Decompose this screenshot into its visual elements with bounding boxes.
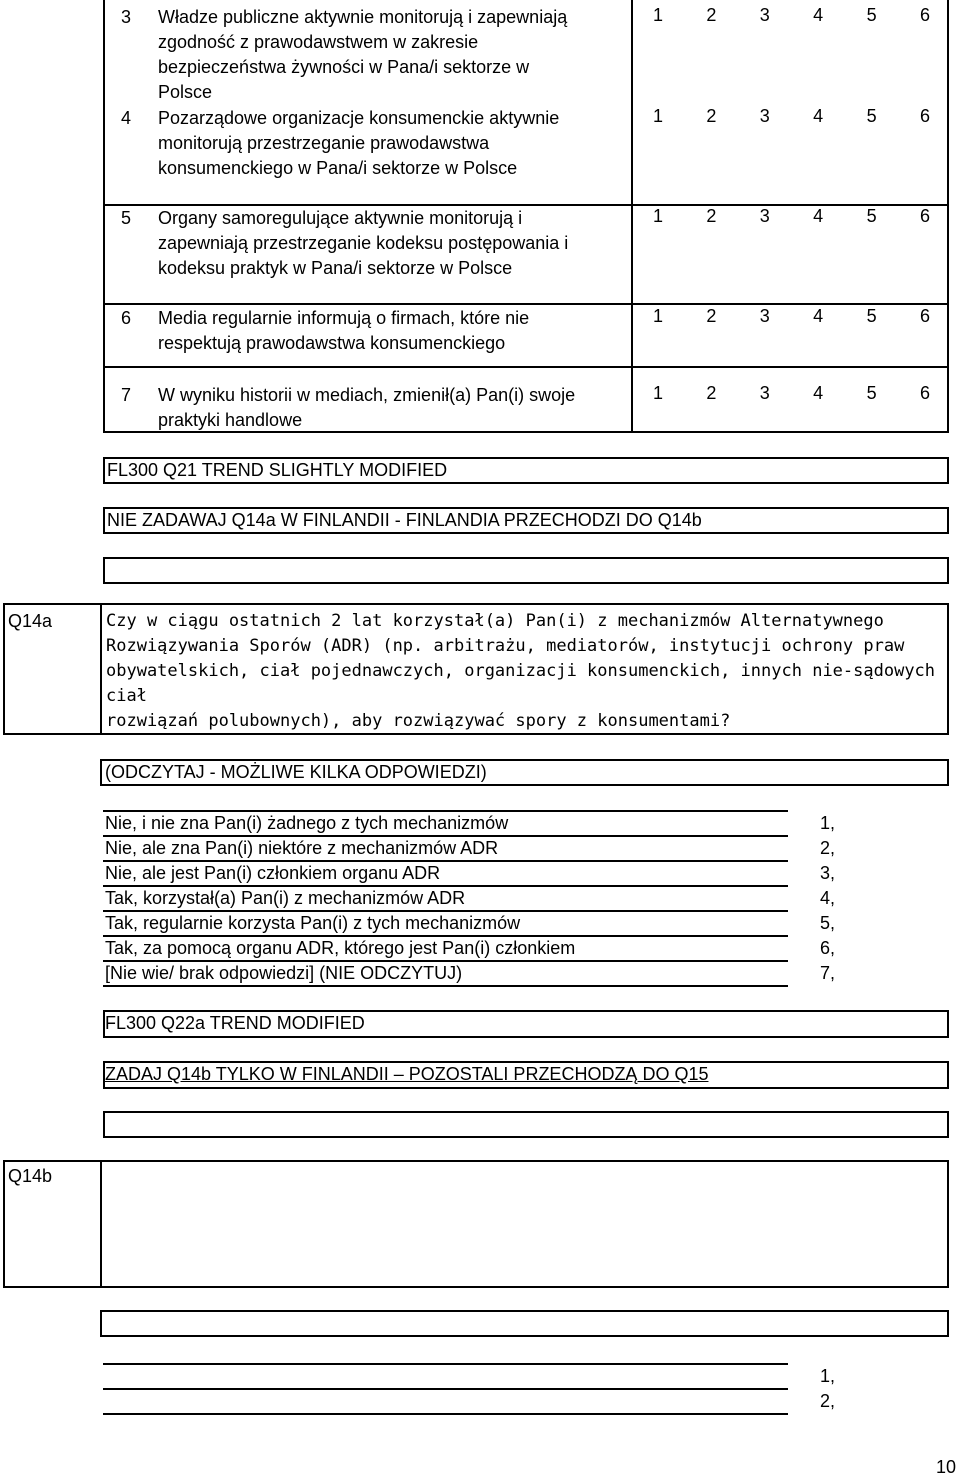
scale-option[interactable]: 3	[759, 206, 770, 226]
scale-option[interactable]: 2	[706, 106, 717, 126]
scale-option[interactable]: 5	[866, 106, 877, 126]
answer-code: 2,	[820, 1391, 836, 1411]
scale-option[interactable]: 3	[759, 306, 770, 326]
answer-code: 1,	[820, 813, 836, 833]
answer-code: 5,	[820, 913, 836, 933]
scale-option[interactable]: 1	[653, 106, 664, 126]
answer-option[interactable]: [Nie wie/ brak odpowiedzi] (NIE ODCZYTUJ)	[105, 963, 463, 983]
statement-number: 7	[121, 385, 132, 405]
statement-text: Pozarządowe organizacje konsumenckie aktywnie monitorują przestrzeganie prawodawstwa konsumenckiego w Pana/i sektorze w Polsce	[158, 108, 560, 178]
statement-text: W wyniku historii w mediach, zmienił(a) Pan(i) swoje praktyki handlowe	[158, 385, 576, 430]
grid-line	[103, 985, 788, 987]
grid-line	[103, 1010, 949, 1012]
read-instruction: (ODCZYTAJ - MOŻLIWE KILKA ODPOWIEDZI)	[100, 759, 949, 786]
question-id: Q14b	[8, 1166, 53, 1186]
statement-number: 3	[121, 7, 132, 27]
grid-line	[103, 366, 949, 368]
trend-note: FL300 Q22a TREND MODIFIED	[105, 1013, 365, 1033]
scale-option[interactable]: 2	[706, 383, 717, 403]
scale-option[interactable]: 3	[759, 106, 770, 126]
rating-scale[interactable]	[653, 383, 960, 404]
scale-option[interactable]: 1	[653, 383, 664, 403]
answer-code: 3,	[820, 863, 836, 883]
scale-option[interactable]: 3	[759, 383, 770, 403]
grid-line	[631, 0, 633, 433]
rating-scale[interactable]	[653, 5, 960, 26]
grid-line	[103, 1388, 788, 1390]
statement-text: Władze publiczne aktywnie monitorują i zapewniają zgodność z prawodawstwem w zakresie bezpieczeństwa żywności w Pana/i sektorze w Polsce	[158, 7, 568, 102]
empty-field	[103, 557, 949, 584]
answer-option[interactable]: Tak, za pomocą organu ADR, którego jest Pan(i) członkiem	[105, 938, 576, 958]
empty-field	[103, 1111, 949, 1138]
scale-option[interactable]: 5	[866, 306, 877, 326]
scale-option[interactable]: 1	[653, 306, 664, 326]
scale-option[interactable]: 5	[866, 5, 877, 25]
statement-text: Organy samoregulujące aktywnie monitorują i zapewniają przestrzeganie kodeksu postępowania i kodeksu praktyk w Pana/i sektorze w Polsce	[158, 208, 569, 278]
grid-line	[100, 1160, 102, 1288]
grid-line	[947, 1061, 949, 1089]
statement-number: 4	[121, 108, 132, 128]
page-number: 10	[936, 1457, 957, 1477]
answer-option[interactable]: Nie, i nie zna Pan(i) żadnego z tych mechanizmów	[105, 813, 509, 833]
statement-text: Media regularnie informują o firmach, które nie respektują prawodawstwa konsumenckiego	[158, 308, 530, 353]
scale-option[interactable]: 2	[706, 206, 717, 226]
statement-number: 6	[121, 308, 132, 328]
instruction-note: NIE ZADAWAJ Q14a W FINLANDII - FINLANDIA PRZECHODZI DO Q14b	[103, 507, 949, 534]
scale-option[interactable]: 4	[813, 206, 824, 226]
grid-line	[103, 1087, 949, 1089]
trend-note: FL300 Q21 TREND SLIGHTLY MODIFIED	[103, 457, 949, 484]
empty-field	[100, 1310, 949, 1337]
question-text: Czy w ciągu ostatnich 2 lat korzystał(a) Pan(i) z mechanizmów Alternatywnego Rozwiązywania Sporów (ADR) (np. arbitrażu, mediatorów, instytucji ochrony praw obywatelskich, ciał pojednawczych, organizacji konsumenckich, innych nie-sądowych ciał rozwiązań polubownych), aby rozwiązywać spory z konsumentami?	[106, 611, 936, 731]
answer-code: 4,	[820, 888, 836, 908]
statement-number: 5	[121, 208, 132, 228]
scale-option[interactable]: 3	[759, 5, 770, 25]
answer-code: 6,	[820, 938, 836, 958]
scale-option[interactable]: 4	[813, 383, 824, 403]
grid-line	[103, 1010, 105, 1038]
grid-line	[103, 1061, 105, 1089]
scale-option[interactable]: 5	[866, 383, 877, 403]
grid-line	[103, 303, 949, 305]
answer-option[interactable]: Nie, ale jest Pan(i) członkiem organu ADR	[105, 863, 441, 883]
answer-option[interactable]: Tak, regularnie korzysta Pan(i) z tych mechanizmów	[105, 913, 521, 933]
scale-option[interactable]: 4	[813, 5, 824, 25]
rating-scale[interactable]	[653, 306, 960, 327]
grid-line	[103, 1363, 788, 1365]
rating-scale[interactable]	[653, 106, 960, 127]
rating-scale[interactable]	[653, 206, 960, 227]
grid-line	[947, 1010, 949, 1038]
answer-option[interactable]: Nie, ale zna Pan(i) niektóre z mechanizmów ADR	[105, 838, 499, 858]
question-box	[3, 1160, 949, 1288]
grid-line	[103, 1413, 788, 1415]
grid-line	[100, 603, 102, 735]
grid-line	[103, 0, 105, 433]
grid-line	[103, 1036, 949, 1038]
scale-option[interactable]: 1	[653, 5, 664, 25]
answer-code: 7,	[820, 963, 836, 983]
answer-code: 2,	[820, 838, 836, 858]
scale-option[interactable]: 2	[706, 5, 717, 25]
scale-option[interactable]: 1	[653, 206, 664, 226]
grid-line	[103, 1061, 949, 1063]
instruction-note: ZADAJ Q14b TYLKO W FINLANDII – POZOSTALI PRZECHODZĄ DO Q15	[105, 1064, 709, 1084]
scale-option[interactable]: 2	[706, 306, 717, 326]
scale-option[interactable]: 4	[813, 306, 824, 326]
answer-option[interactable]: Tak, korzystał(a) Pan(i) z mechanizmów ADR	[105, 888, 466, 908]
scale-option[interactable]: 6	[919, 306, 930, 326]
answer-code: 1,	[820, 1366, 836, 1386]
scale-option[interactable]: 5	[866, 206, 877, 226]
question-id: Q14a	[8, 611, 53, 631]
scale-option[interactable]: 4	[813, 106, 824, 126]
scale-option[interactable]: 6	[919, 206, 930, 226]
scale-option[interactable]: 6	[919, 383, 930, 403]
scale-option[interactable]: 6	[919, 106, 930, 126]
scale-option[interactable]: 6	[919, 5, 930, 25]
